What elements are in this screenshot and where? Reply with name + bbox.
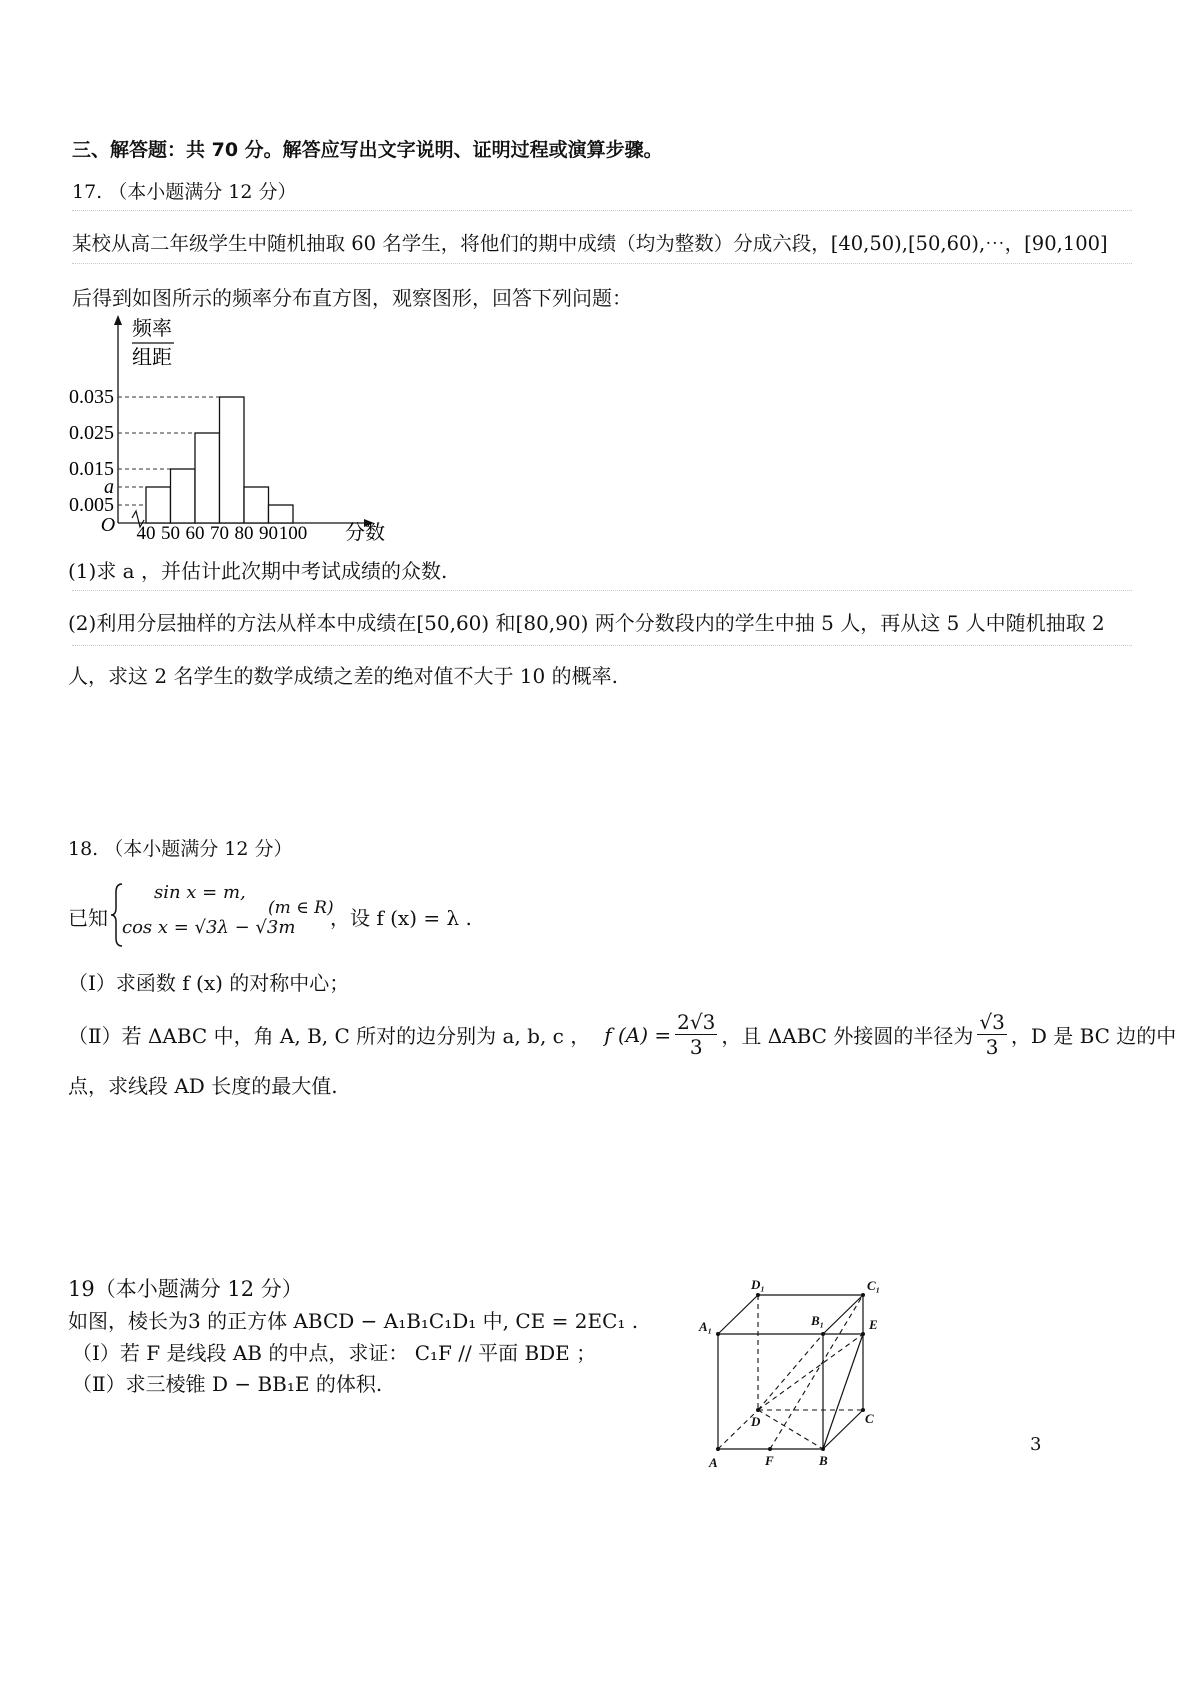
q19-line1: 如图，棱长为3 的正方体 ABCD − A₁B₁C₁D₁ 中, CE = 2EC₁ . [68, 1309, 639, 1333]
divider [72, 263, 1132, 264]
q18-part2-a: （Ⅱ）若 ΔABC 中，角 A, B, C 所对的边分别为 a, b, c ， [68, 1024, 591, 1048]
q19-part1: （Ⅰ）若 F 是线段 AB 的中点，求证： C₁F // 平面 BDE ； [72, 1341, 597, 1365]
q18-part2-c: ，D 是 BC 边的中 [1010, 1024, 1177, 1048]
q17-line1: 某校从高二年级学生中随机抽取 60 名学生，将他们的期中成绩（均为整数）分成六段，[40,50),[50,60),⋯，[90,100] [72, 232, 1108, 255]
q18-given: 已知 [68, 906, 108, 930]
x-axis-label: 分数 [345, 522, 385, 544]
cube-diagram [695, 1275, 905, 1475]
q17-line2: 后得到如图所示的频率分布直方图，观察图形，回答下列问题： [72, 286, 632, 310]
x-tick-label: 100 [278, 523, 308, 544]
section-heading: 三、解答题：共 70 分。解答应写出文字说明、证明过程或演算步骤。 [72, 139, 663, 161]
y-tick-label: 0.035 [69, 386, 114, 408]
fraction-2sqrt3-over-3 [675, 1010, 717, 1059]
q17-part2-line2: 人，求这 2 名学生的数学成绩之差的绝对值不大于 10 的概率. [68, 664, 618, 688]
frequency-histogram [62, 313, 402, 548]
x-tick-label: 90 [259, 523, 278, 544]
x-tick-label: 70 [210, 523, 229, 544]
y-axis-label-bottom: 组距 [132, 347, 172, 369]
vertex-label-C: C [865, 1411, 874, 1426]
histogram-bar [195, 433, 220, 523]
q18-condition: (m ∈ R) [268, 898, 334, 918]
vertex-label-E: E [869, 1317, 878, 1332]
fraction-denominator: 3 [985, 1035, 999, 1059]
y-axis-arrow [114, 315, 122, 325]
q17-part2-line1: (2)利用分层抽样的方法从样本中成绩在[50,60) 和[80,90) 两个分数段内的学生中抽 5 人，再从这 5 人中随机抽取 2 [68, 611, 1105, 635]
q18-system-line2: cos x = √3λ − √3m [122, 917, 296, 938]
vertex-label-B1: B₁ [811, 1313, 825, 1328]
y-tick-label: 0.015 [69, 458, 114, 480]
vertex-label-F: F [765, 1453, 774, 1468]
histogram-bar [146, 487, 171, 523]
fraction-numerator: √3 [979, 1010, 1005, 1034]
vertex-label-C1: C₁ [867, 1278, 881, 1293]
x-tick-label: 50 [161, 523, 180, 544]
x-tick-label: 40 [136, 523, 156, 544]
divider [72, 645, 1132, 646]
q19-part2: （Ⅱ）求三棱锥 D − BB₁E 的体积. [72, 1372, 383, 1396]
fraction-sqrt3-over-3 [977, 1010, 1006, 1059]
q18-header: 18. （本小题满分 12 分） [68, 838, 293, 860]
histogram-bar [171, 469, 196, 523]
q18-part1: （Ⅰ）求函数 f (x) 的对称中心； [68, 971, 350, 995]
y-tick-label: a [104, 476, 114, 498]
system-brace [110, 882, 124, 948]
origin-label: O [100, 514, 116, 536]
divider [72, 210, 1132, 211]
q18-system-line1: sin x = m, [154, 882, 246, 903]
vertex-label-A1: A₁ [699, 1319, 713, 1334]
fraction-numerator: 2√3 [677, 1010, 716, 1034]
histogram-bar [244, 487, 269, 523]
q18-part2-line2: 点，求线段 AD 长度的最大值. [68, 1074, 338, 1098]
vertex-label-B: B [819, 1453, 828, 1468]
histogram-bar [220, 397, 245, 523]
q18-set-f: ，设 f (x) = λ . [330, 906, 472, 930]
x-tick-label: 60 [185, 523, 205, 544]
y-tick-label: 0.025 [69, 422, 114, 444]
vertex-label-D: D [751, 1414, 761, 1429]
q17-part1: (1)求 a ，并估计此次期中考试成绩的众数. [68, 559, 448, 583]
fraction-denominator: 3 [689, 1035, 703, 1059]
y-tick-label: 0.005 [69, 494, 114, 516]
vertex-label-D1: D₁ [751, 1277, 765, 1292]
y-axis-label-top: 频率 [132, 318, 172, 340]
page-number: 3 [1030, 1434, 1042, 1455]
q17-header: 17. （本小题满分 12 分） [72, 181, 297, 203]
histogram-bar [269, 505, 294, 523]
q18-part2-line1 [68, 1010, 1176, 1059]
vertex-label-A: A [709, 1455, 718, 1470]
x-tick-label: 80 [234, 523, 254, 544]
q19-header: 19（本小题满分 12 分） [68, 1277, 303, 1301]
q18-part2-b: ，且 ΔABC 外接圆的半径为 [721, 1024, 974, 1048]
divider [72, 590, 1132, 591]
q18-fA: f (A) = [604, 1022, 672, 1047]
